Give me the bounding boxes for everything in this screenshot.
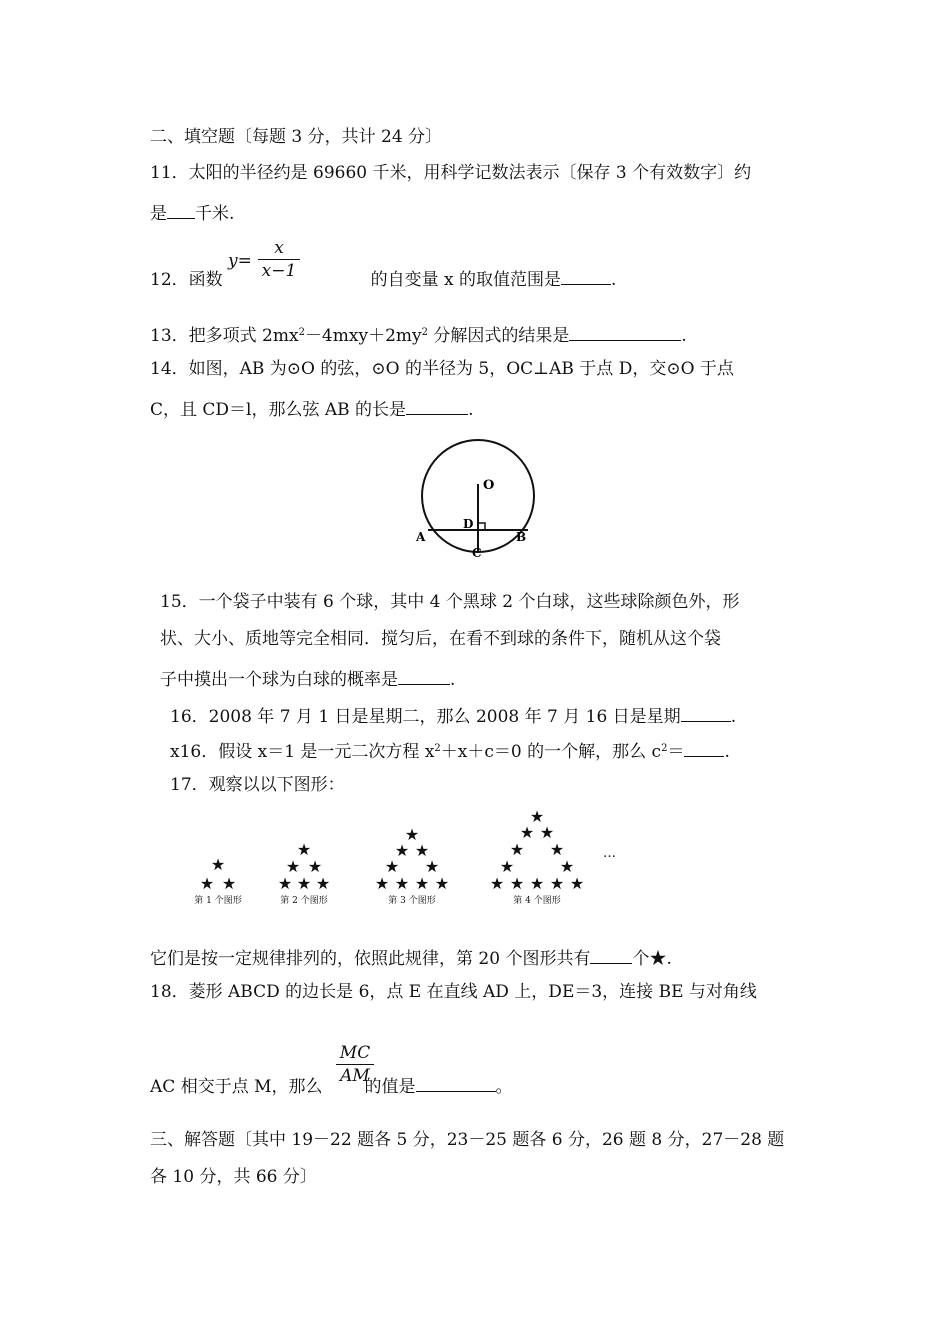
star-glyph: ★ (315, 874, 331, 893)
q12-end: . (611, 270, 617, 290)
star-glyph: ★ (414, 874, 430, 893)
section-heading-solutions-line1: 三、解答题〔其中 19－22 题各 5 分，23－25 题各 6 分，26 题 8 分，27－28 题 (150, 1130, 785, 1150)
question-16x (170, 738, 730, 763)
question-15-line2: 状、大小、质地等完全相同．搅匀后，在看不到球的条件下，随机从这个袋 (160, 629, 721, 649)
circle-chord-diagram (415, 430, 545, 565)
question-18-line1: 18．菱形 ABCD 的边长是 6，点 E 在直线 AD 上，DE＝3，连接 BE 与对角线 (150, 982, 757, 1002)
star-glyph: ★ (210, 855, 226, 874)
q15-text: 子中摸出一个球为白球的概率是 (160, 670, 398, 690)
star-glyph: ★ (499, 857, 515, 876)
q13-text-a: 13．把多项式 2mx (150, 326, 299, 346)
q11-text-b: 千米. (195, 204, 235, 224)
question-11-line2 (150, 200, 234, 225)
answer-blank-15[interactable] (398, 666, 450, 685)
caption-figure-4: 第 4 个图形 (513, 896, 561, 906)
q18-numerator: MC (339, 1043, 371, 1063)
q16x-text-c: ＝ (667, 742, 685, 762)
caption-figure-1: 第 1 个图形 (194, 896, 242, 906)
star-glyph: ★ (434, 874, 450, 893)
q16-end: . (730, 707, 737, 727)
answer-blank-16[interactable] (681, 703, 731, 722)
answer-blank-13[interactable] (569, 322, 681, 341)
q12-suffix: 的自变量 x 的取值范围是 (370, 270, 562, 290)
answer-blank-14[interactable] (406, 396, 468, 415)
q13-sup2: 2 (421, 327, 428, 338)
question-13 (150, 322, 687, 347)
q13-text-b: －4mxy＋2my (304, 326, 422, 346)
q18-text-b: 的值是 (364, 1077, 416, 1097)
answer-blank-11[interactable] (167, 200, 195, 219)
star-glyph: ★ (509, 874, 525, 893)
answer-blank-17[interactable] (590, 945, 632, 964)
caption-figure-3: 第 3 个图形 (388, 896, 436, 906)
label-a: A (416, 530, 426, 544)
q13-sup1: 2 (298, 327, 305, 338)
star-glyph: ★ (199, 874, 215, 893)
right-angle-mark (478, 523, 485, 530)
star-glyph: ★ (529, 807, 545, 826)
star-glyph: ★ (277, 874, 293, 893)
q18-denominator: AM (340, 1066, 370, 1086)
question-17-rule (150, 945, 672, 970)
star-glyph: ★ (394, 874, 410, 893)
question-14-line2 (150, 396, 473, 421)
q18-end: 。 (495, 1077, 513, 1097)
q13-text-c: 分解因式的结果是 (427, 326, 570, 346)
star-glyph: ★ (489, 874, 505, 893)
label-c: C (472, 546, 482, 560)
question-17: 17．观察以以下图形： (170, 775, 345, 795)
q14-text-a: C，且 CD＝l，那么弦 AB 的长是 (150, 400, 407, 420)
star-glyph: ★ (296, 840, 312, 859)
pattern-ellipsis: … (603, 846, 616, 861)
q17-rule-text-a: 它们是按一定规律排列的，依照此规律，第 20 个图形共有 (150, 949, 591, 969)
section-heading-fill-in: 二、填空题〔每题 3 分，共计 24 分〕 (150, 127, 443, 147)
star-glyph: ★ (529, 874, 545, 893)
caption-figure-2: 第 2 个图形 (280, 896, 328, 906)
star-glyph: ★ (414, 841, 430, 860)
star-glyph: ★ (569, 874, 585, 893)
star-glyph: ★ (285, 857, 301, 876)
q16x-text-b: ＋x＋c＝0 的一个解，那么 c (440, 742, 662, 762)
label-b: B (516, 530, 527, 544)
star-glyph: ★ (424, 857, 440, 876)
question-11-line1: 11．太阳的半径约是 69660 千米，用科学记数法表示〔保存 3 个有效数字〕约 (150, 163, 752, 183)
answer-blank-16x[interactable] (684, 738, 724, 757)
star-pattern-figures (180, 800, 620, 915)
star-glyph: ★ (559, 857, 575, 876)
q11-text-a: 是 (150, 204, 167, 224)
q12-denominator: x−1 (261, 261, 297, 281)
star-glyph: ★ (519, 823, 535, 842)
star-glyph: ★ (307, 857, 323, 876)
question-12 (150, 266, 616, 291)
q15-end: . (450, 670, 456, 690)
q16x-end: . (724, 742, 730, 762)
answer-blank-12[interactable] (561, 266, 611, 285)
question-15-line1: 15．一个袋子中装有 6 个球，其中 4 个黑球 2 个白球，这些球除颜色外，形 (160, 592, 740, 612)
star-glyph: ★ (404, 825, 420, 844)
q16-text: 16．2008 年 7 月 1 日是星期二，那么 2008 年 7 月 16 日是星期 (170, 707, 681, 727)
question-16 (170, 703, 736, 728)
question-14-line1: 14．如图，AB 为⊙O 的弦，⊙O 的半径为 5，OC⊥AB 于点 D，交⊙O 于点 (150, 359, 734, 379)
star-glyph: ★ (384, 857, 400, 876)
star-glyph: ★ (549, 874, 565, 893)
q12-numerator: x (274, 238, 284, 258)
answer-blank-18[interactable] (416, 1073, 496, 1092)
q12-prefix: 12．函数 (150, 270, 223, 290)
q16x-sup2: 2 (661, 743, 668, 754)
star-glyph: ★ (221, 874, 237, 893)
q13-end: . (681, 326, 687, 346)
q12-function-lhs: y= (228, 251, 252, 271)
star-glyph: ★ (296, 874, 312, 893)
question-18-line2 (150, 1073, 513, 1098)
star-glyph: ★ (394, 841, 410, 860)
star-glyph: ★ (509, 840, 525, 859)
q17-rule-text-b: 个★. (632, 949, 672, 969)
q16x-text-a: x16．假设 x＝1 是一元二次方程 x (170, 742, 435, 762)
section-heading-solutions-line2: 各 10 分，共 66 分〕 (150, 1167, 317, 1187)
q18-text-a: AC 相交于点 M，那么 (150, 1077, 323, 1097)
question-15-line3 (160, 666, 455, 691)
label-d: D (463, 517, 474, 531)
q14-end: . (468, 400, 474, 420)
star-glyph: ★ (374, 874, 390, 893)
q12-fraction (258, 237, 300, 282)
q16x-sup1: 2 (434, 743, 441, 754)
star-glyph: ★ (549, 840, 565, 859)
label-o: O (483, 478, 495, 493)
star-glyph: ★ (539, 823, 555, 842)
